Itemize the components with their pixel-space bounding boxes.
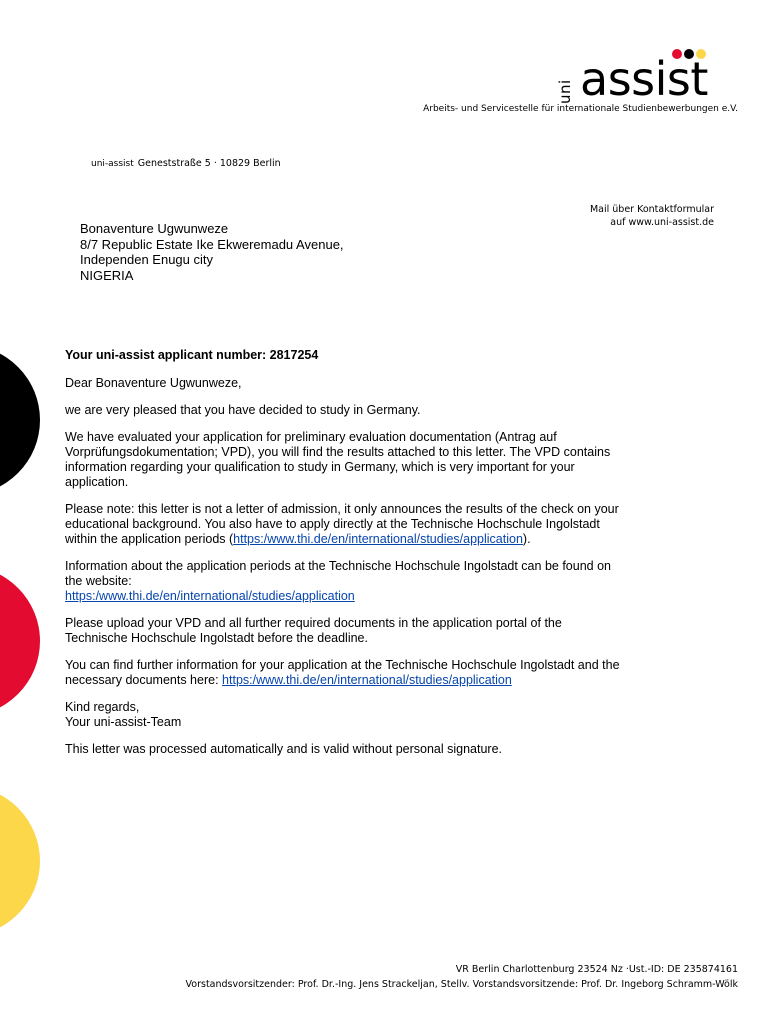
closing-line-1: Kind regards,	[65, 700, 140, 714]
footer-line-1: VR Berlin Charlottenburg 23524 Nz ·Ust.-ID: DE 235874161	[455, 964, 738, 975]
paragraph-3-text: Please note: this letter is not a letter of admission, it only announces the results of the check on your educational background. You also have to apply directly at the Technische Hochschule Ingolstadt within the application periods (	[65, 502, 619, 546]
recipient-name: Bonaventure Ugwunweze	[80, 221, 229, 236]
decorative-yellow-circle	[0, 786, 40, 936]
application-link-1[interactable]: https:/www.thi.de/en/international/studies/application	[233, 532, 523, 546]
footer	[186, 962, 738, 992]
recipient-city: Independen Enugu city	[80, 252, 213, 267]
decorative-red-circle	[0, 566, 40, 716]
paragraph-1: we are very pleased that you have decided to study in Germany.	[65, 403, 421, 417]
contact-info	[590, 203, 714, 229]
uni-assist-logo	[556, 44, 750, 106]
return-address-text: Geneststraße 5 · 10829 Berlin	[137, 158, 281, 169]
paragraph-6	[65, 658, 625, 688]
paragraph-5: Please upload your VPD and all further required documents in the application portal of the Technische Hochschule Ingolstadt before the deadline.	[65, 616, 562, 645]
application-link-2[interactable]: https:/www.thi.de/en/international/studies/application	[65, 589, 355, 603]
footer-line-2: Vorstandsvorsitzender: Prof. Dr.-Ing. Jens Strackeljan, Stellv. Vorstandsvorsitzende: Prof. Dr. Ingeborg Schramm-Wölk	[185, 979, 738, 990]
salutation: Dear Bonaventure Ugwunweze,	[65, 376, 242, 390]
contact-line-2: auf www.uni-assist.de	[610, 217, 714, 228]
logo-name: assist	[580, 52, 708, 106]
recipient-address	[80, 221, 344, 283]
paragraph-4-text: Information about the application periods at the Technische Hochschule Ingolstadt can be found on the website:	[65, 559, 611, 588]
decorative-black-circle	[0, 345, 40, 495]
closing	[65, 700, 625, 730]
logo-prefix: uni	[556, 79, 574, 104]
recipient-street: 8/7 Republic Estate Ike Ekweremadu Avenue,	[80, 236, 344, 252]
return-address-logo: uni-assist	[91, 159, 134, 169]
automatic-note: This letter was processed automatically and is valid without personal signature.	[65, 742, 503, 756]
application-link-3[interactable]: https:/www.thi.de/en/international/studies/application	[222, 673, 512, 687]
paragraph-3	[65, 502, 625, 547]
contact-line-1: Mail über Kontaktformular	[589, 204, 714, 215]
recipient-country: NIGERIA	[80, 267, 134, 283]
paragraph-3-end: ).	[522, 532, 531, 546]
applicant-number-line: Your uni-assist applicant number: 2817254	[65, 348, 319, 362]
paragraph-2: We have evaluated your application for preliminary evaluation documentation (Antrag auf Vorprüfungsdokumentation; VPD), you will find the results attached to this letter. The VPD contains information regarding your qualification to study in Germany, which is very important for your application.	[65, 430, 611, 489]
letter-body	[65, 348, 625, 769]
paragraph-4	[65, 559, 625, 604]
paragraph-6-text: You can find further information for your application at the Technische Hochschule Ingolstadt and the necessary documents here:	[65, 658, 620, 687]
logo-tagline: Arbeits- und Servicestelle für internationale Studienbewerbungen e.V.	[423, 104, 738, 114]
return-address	[91, 158, 281, 169]
closing-line-2: Your uni-assist-Team	[65, 715, 182, 729]
